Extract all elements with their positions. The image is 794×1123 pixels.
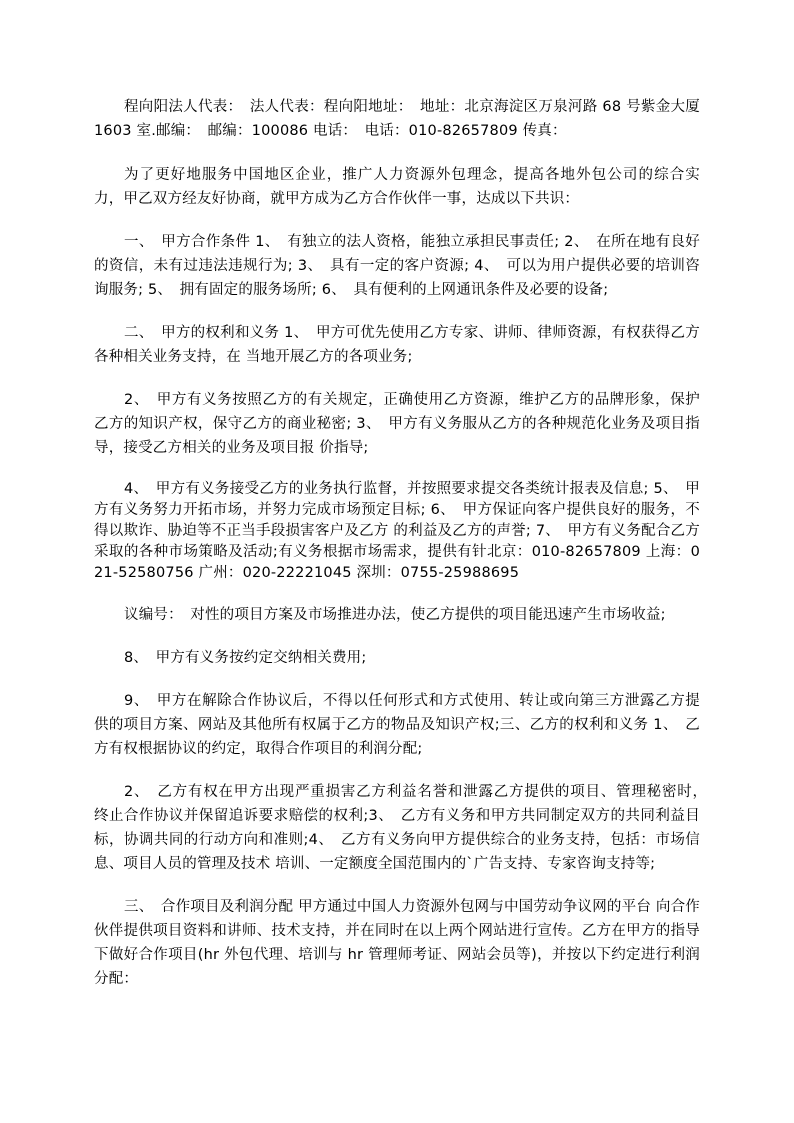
party-a-obligations-paragraph-2: 4、 甲方有义务接受乙方的业务执行监督，并按照要求提交各类统计报表及信息; 5、 甲方有义务努力开拓市场，并努力完成市场预定目标; 6、 甲方保证向客户提供良好的服务，不得以欺诈、胁迫等不正当手段损害客户及乙方 的利益及乙方的声誉; 7、 甲方有义务配合乙方采取的各种市场策略及活动;有义务根据市场需求，提供有针北京：010-82657809 上海：021-52580756 广州：020-22221045 深圳：0755-25988695: [94, 481, 700, 581]
agreement-number-paragraph: 议编号： 对性的项目方案及市场推进办法，使乙方提供的项目能迅速产生市场收益;: [124, 607, 666, 623]
contact-info-paragraph: 程向阳法人代表： 法人代表：程向阳地址： 地址：北京海淀区万泉河路 68 号紫金大厦 1603 室.邮编： 邮编：100086 电话： 电话：010-82657809 传真：: [94, 99, 700, 139]
profit-distribution-paragraph: 三、 合作项目及利润分配 甲方通过中国人力资源外包网与中国劳动争议网的平台 向合作伙伴提供项目资料和讲师、技术支持，并在同时在以上两个网站进行宣传。乙方在甲方的指导下做好合作项目(hr 外包代理、培训与 hr 管理师考证、网站会员等)，并按以下约定进行利润分配：: [94, 899, 700, 987]
party-b-rights-paragraph: 2、 乙方有权在甲方出现严重损害乙方利益名誉和泄露乙方提供的项目、管理秘密时， 终止合作协议并保留追诉要求赔偿的权利;3、 乙方有义务和甲方共同制定双方的共同利益目标，协调共同的行动方向和准则;4、 乙方有义务向甲方提供综合的业务支持，包括：市场信息、项目人员的管理及技术 培训、一定额度全国范围内的`广告支持、专家咨询支持等;: [94, 784, 715, 872]
fee-obligation-paragraph: 8、 甲方有义务按约定交纳相关费用;: [124, 650, 367, 666]
document-page: [94, 95, 715, 1010]
party-a-obligations-paragraph-1: 2、 甲方有义务按照乙方的有关规定，正确使用乙方资源，维护乙方的品牌形象，保护 乙方的知识产权，保守乙方的商业秘密; 3、 甲方有义务服从乙方的各种规范化业务及项目指导，接受乙方相关的业务及项目报 价指导;: [94, 392, 700, 456]
preamble-paragraph: 为了更好地服务中国地区企业，推广人力资源外包理念，提高各地外包公司的综合实 力，甲乙双方经友好协商，就甲方成为乙方合作伙伴一事，达成以下共识：: [94, 167, 700, 207]
termination-paragraph: 9、 甲方在解除合作协议后，不得以任何形式和方式使用、转让或向第三方泄露乙方提 供的项目方案、网站及其他所有权属于乙方的物品及知识产权;三、乙方的权利和义务 1、 乙方有权根据协议的约定，取得合作项目的利润分配;: [94, 693, 700, 757]
party-a-rights-paragraph: 二、 甲方的权利和义务 1、 甲方可优先使用乙方专家、讲师、律师资源，有权获得乙方各种相关业务支持，在 当地开展乙方的各项业务;: [94, 325, 700, 365]
party-a-conditions-paragraph: 一、 甲方合作条件 1、 有独立的法人资格，能独立承担民事责任; 2、 在所在地有良好的资信，未有过违法违规行为; 3、 具有一定的客户资源; 4、 可以为用户提供必要的培训咨询服务; 5、 拥有固定的服务场所; 6、 具有便利的上网通讯条件及必要的设备;: [94, 234, 700, 298]
